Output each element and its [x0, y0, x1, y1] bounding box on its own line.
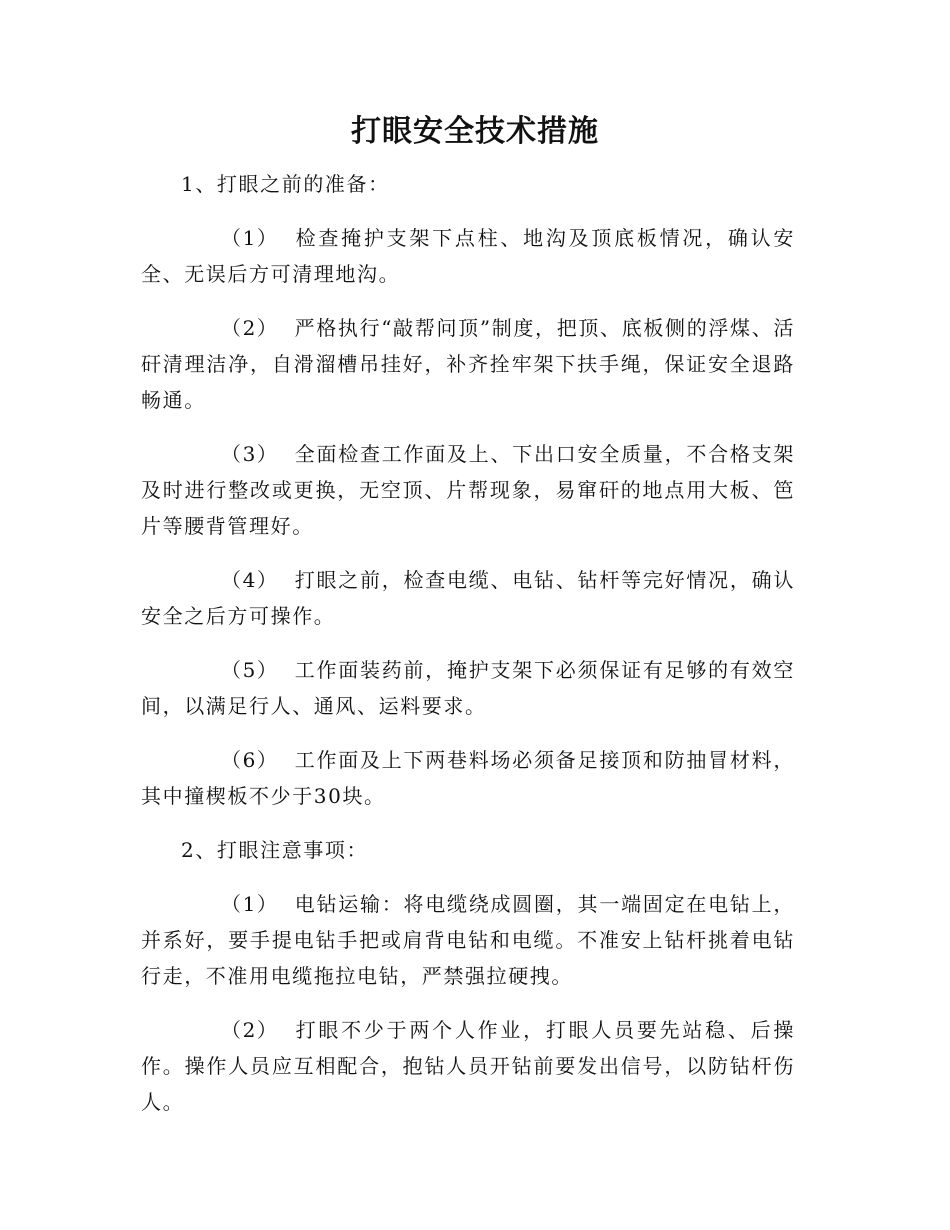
item-number: （4）	[221, 568, 279, 592]
item-text: 检查掩护支架下点柱、地沟及顶底板情况，确认安全、无误后方可清理地沟。	[141, 226, 795, 286]
section-heading: 1、打眼之前的准备：	[181, 172, 390, 196]
item-text: 打眼之前，检查电缆、电钻、钻杆等完好情况，确认安全之后方可操作。	[141, 568, 795, 628]
item-text: 全面检查工作面及上、下出口安全质量，不合格支架及时进行整改或更换，无空顶、片帮现象，易窜矸的地点用大板、笆片等腰背管理好。	[141, 442, 795, 538]
item-number: （5）	[221, 658, 279, 682]
list-item	[141, 886, 795, 994]
item-text: 工作面装药前，掩护支架下必须保证有足够的有效空间，以满足行人、通风、运料要求。	[141, 658, 795, 718]
list-item	[141, 220, 795, 292]
item-number: （1）	[221, 892, 279, 916]
item-number: （2）	[221, 316, 279, 340]
list-item	[141, 742, 795, 814]
section-heading: 2、打眼注意事项：	[181, 838, 369, 862]
list-item	[141, 436, 795, 544]
list-item	[141, 652, 795, 724]
item-text: 工作面及上下两巷料场必须备足接顶和防抽冒材料，其中撞楔板不少于30块。	[141, 748, 795, 808]
item-text: 打眼不少于两个人作业，打眼人员要先站稳、后操作。操作人员应互相配合，抱钻人员开钻前要发出信号，以防钻杆伤人。	[141, 1018, 795, 1114]
item-number: （2）	[221, 1018, 279, 1042]
list-item	[141, 562, 795, 634]
item-number: （3）	[221, 442, 279, 466]
item-text: 电钻运输：将电缆绕成圆圈，其一端固定在电钻上，并系好，要手提电钻手把或肩背电钻和电缆。不准安上钻杆挑着电钻行走，不准用电缆拖拉电钻，严禁强拉硬拽。	[141, 892, 795, 988]
list-item	[141, 1012, 795, 1120]
list-item	[141, 310, 795, 418]
item-number: （6）	[221, 748, 279, 772]
document-body	[141, 166, 795, 1120]
document-title: 打眼安全技术措施	[351, 114, 599, 149]
item-text: 严格执行“敲帮问顶”制度，把顶、底板侧的浮煤、活矸清理洁净，自滑溜槽吊挂好，补齐拴牢架下扶手绳，保证安全退路畅通。	[141, 316, 795, 412]
item-number: （1）	[221, 226, 279, 250]
